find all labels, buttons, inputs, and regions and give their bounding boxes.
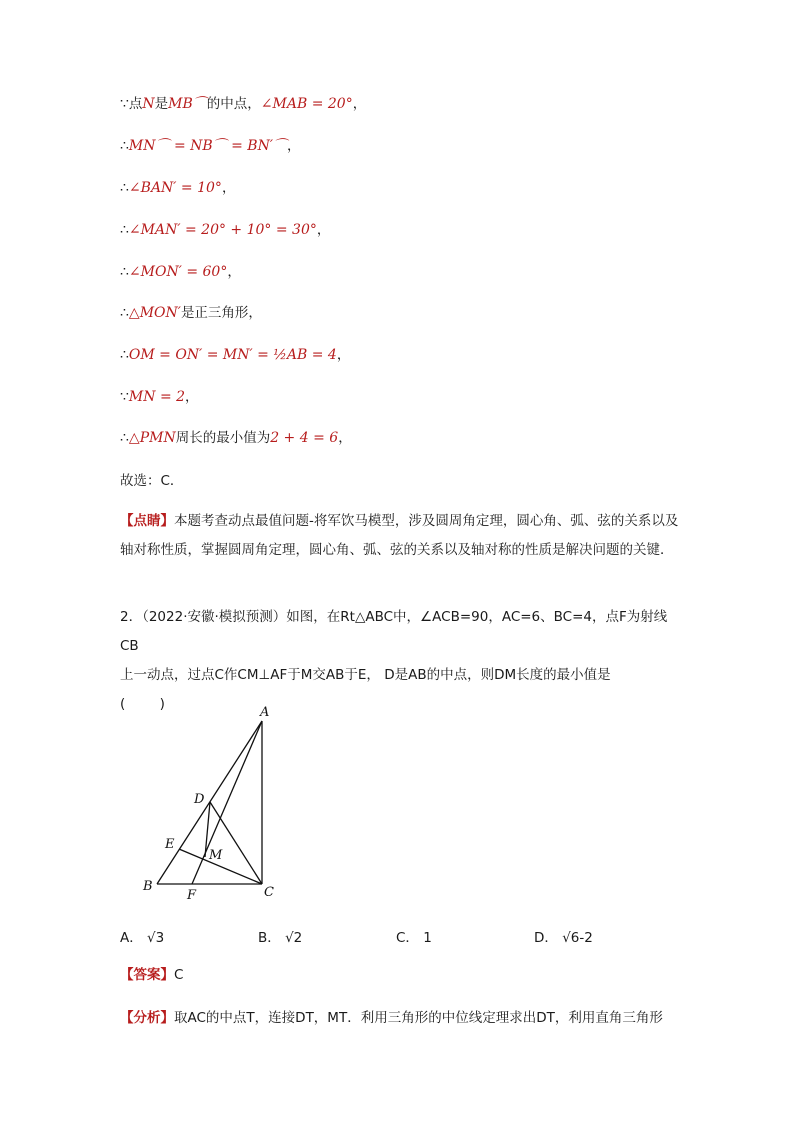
option-c: C． 1 (396, 930, 432, 946)
dianjing-label: 【点睛】 (120, 513, 174, 529)
segment-DM (205, 802, 210, 857)
step-text: ， (227, 264, 241, 280)
solution-step (120, 135, 301, 157)
label-M: M (209, 848, 223, 863)
question-line3: ( ) (120, 696, 165, 712)
label-F: F (187, 888, 197, 903)
step-text: ， (352, 96, 367, 112)
option-a: A． √3 (120, 930, 165, 946)
logic-symbol: ∴ (120, 222, 129, 238)
logic-symbol: ∴ (120, 305, 129, 321)
analysis-label: 【分析】 (120, 1010, 174, 1026)
step-text: ， (221, 180, 236, 196)
label-B: B (143, 879, 153, 894)
question-source: （2022·安徽·模拟预测） (142, 609, 287, 625)
label-D: D (194, 792, 205, 807)
analysis-text: 取AC的中点T，连接DT，MT．利用三角形的中位线定理求出DT，利用直角三角形 (174, 1010, 663, 1026)
question-number: 2． (120, 609, 143, 625)
step-text: 的中点， (206, 96, 261, 112)
math-expression: MB⌒ (168, 96, 207, 112)
math-expression: ∠MAN′ = 20° + 10° = 30° (128, 222, 317, 238)
question-line1: 如图，在Rt△ABC中，∠ACB=90，AC=6、BC=4，点F为射线CB (120, 609, 668, 654)
analysis-line (120, 1007, 663, 1029)
segment-AB (157, 721, 262, 884)
solution-step (120, 93, 366, 115)
label-E: E (165, 837, 175, 852)
dianjing-block (120, 507, 680, 565)
step-text: ， (336, 347, 351, 363)
step-text: ， (338, 430, 352, 446)
logic-symbol: ∵ (120, 389, 129, 405)
step-text: 周长的最小值为 (175, 430, 271, 446)
solution-step (120, 302, 262, 324)
solution-step (120, 427, 352, 449)
option-d: D． √6-2 (534, 930, 593, 946)
segment-DC (210, 802, 262, 884)
math-expression: ∠MAB = 20° (260, 96, 353, 112)
math-expression: MN = 2 (128, 389, 186, 405)
step-text: ， (316, 222, 331, 238)
answer-line (120, 964, 183, 986)
solution-step (120, 386, 199, 408)
logic-symbol: ∴ (120, 264, 129, 280)
math-expression: ∠BAN′ = 10° (128, 180, 222, 196)
logic-symbol: ∴ (120, 138, 129, 154)
math-expression: △MON′ (128, 305, 181, 321)
math-expression: N (142, 96, 155, 112)
math-expression: 2 + 4 = 6 (270, 430, 339, 446)
solution-step (120, 177, 235, 199)
label-C: C (264, 885, 274, 900)
choice-line: 故选：C． (120, 473, 184, 489)
answer-value: C (174, 967, 184, 983)
solution-step (120, 261, 241, 283)
step-text: ， (185, 389, 199, 405)
math-expression: MN⌒ = NB⌒ = BN′⌒ (128, 138, 288, 154)
answer-label: 【答案】 (120, 967, 174, 983)
dianjing-text: 本题考查动点最值问题-将军饮马模型，涉及圆周角定理，圆心角、弧、弦的关系以及轴对称性质，掌握圆周角定理，圆心角、弧、弦的关系以及轴对称的性质是解决问题的关键． (120, 513, 679, 558)
solution-step (120, 219, 330, 241)
step-text: 点 (128, 96, 143, 112)
step-text: 是 (154, 96, 169, 112)
logic-symbol: ∵ (120, 96, 129, 112)
question-line2: 上一动点，过点C作CM⊥AF于M交AB于E， D是AB的中点，则DM长度的最小值是 (120, 667, 611, 683)
math-expression: OM = ON′ = MN′ = ½AB = 4 (128, 347, 337, 363)
math-expression: △PMN (128, 430, 176, 446)
step-text: 是正三角形， (180, 305, 262, 321)
step-text: ， (287, 138, 301, 154)
segment-EC (179, 849, 262, 884)
segment-AF (192, 721, 262, 884)
logic-symbol: ∴ (120, 430, 129, 446)
logic-symbol: ∴ (120, 180, 129, 196)
logic-symbol: ∴ (120, 347, 129, 363)
solution-step (120, 344, 350, 366)
label-A: A (260, 705, 270, 720)
question-block (120, 603, 680, 719)
math-expression: ∠MON′ = 60° (128, 264, 228, 280)
option-b: B． √2 (258, 930, 303, 946)
